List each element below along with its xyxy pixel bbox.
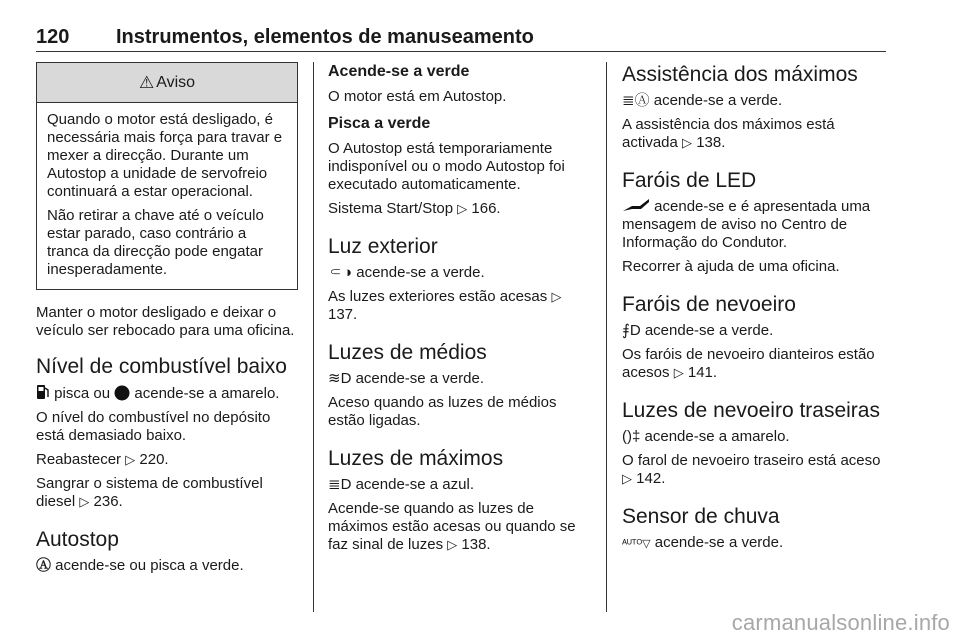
exterior-light-heading: Luz exterior <box>328 235 438 258</box>
column-2 <box>328 62 593 560</box>
low-beam-paragraph: Aceso quando as luzes de médios estão ligadas. <box>328 394 557 429</box>
fog-indicator-line: ⨎D acende-se a verde. <box>622 322 774 339</box>
amber-dot-icon <box>114 385 130 401</box>
front-fog-icon: ⨎D <box>622 322 641 339</box>
autostop-heading: Autostop <box>36 528 119 551</box>
column-1 <box>36 62 300 581</box>
rear-fog-icon: ()‡ <box>622 428 641 445</box>
fuel-pump-icon <box>36 384 50 400</box>
startstop-paragraph: Sistema Start/Stop ▷ 166. <box>328 200 501 217</box>
page-title: Instrumentos, elementos de manuseamento <box>116 26 534 48</box>
led-headlight-icon <box>622 198 650 212</box>
rain-indicator-line: ᴬᵁᵀᴼ▽ acende-se a verde. <box>622 534 784 551</box>
bleed-paragraph: Sangrar o sistema de combustível diesel ▷ 236. <box>36 475 263 510</box>
autostop-icon: Ⓐ <box>36 557 52 574</box>
low-beam-heading: Luzes de médios <box>328 341 487 364</box>
green-blink-heading: Pisca a verde <box>328 115 431 132</box>
exterior-light-icon: ⸦◑ <box>328 264 353 281</box>
warning-title: Aviso <box>156 73 196 91</box>
front-fog-heading: Faróis de nevoeiro <box>622 293 796 316</box>
assist-indicator-line: ≣Ⓐ acende-se a verde. <box>622 92 783 109</box>
refuel-paragraph: Reabastecer ▷ 220. <box>36 451 169 468</box>
green-on-text: O motor está em Autostop. <box>328 88 507 105</box>
page-reference[interactable]: 137. <box>328 306 358 323</box>
ref-arrow-icon: ▷ <box>682 135 693 150</box>
fuel-heading: Nível de combustível baixo <box>36 355 287 378</box>
low-beam-indicator-line: ≋D acende-se a verde. <box>328 370 484 387</box>
high-beam-indicator-line: ≣D acende-se a azul. <box>328 476 474 493</box>
fuel-indicator-line: pisca ou acende-se a amarelo. <box>36 384 300 403</box>
green-on-heading: Acende-se a verde <box>328 63 470 80</box>
rain-sensor-icon: ᴬᵁᵀᴼ▽ <box>622 538 651 550</box>
header-divider <box>36 51 886 52</box>
high-beam-heading: Luzes de máximos <box>328 447 504 470</box>
high-beam-paragraph: Acende-se quando as luzes de máximos estão acesas ou quando se faz sinal de luzes ▷ 138. <box>328 500 576 553</box>
exterior-indicator-line: ⸦◑ acende-se a verde. <box>328 264 485 281</box>
ref-arrow-icon: ▷ <box>447 537 458 552</box>
led-indicator-line: acende-se e é apresentada uma mensagem de aviso no Centro de Informação do Condutor. <box>622 198 871 251</box>
led-paragraph: Recorrer à ajuda de uma oficina. <box>622 258 840 275</box>
page-reference[interactable]: 166. <box>471 200 501 217</box>
page-reference[interactable]: 141. <box>687 364 718 381</box>
ref-arrow-icon: ▷ <box>457 201 468 216</box>
page-number: 120 <box>36 26 70 48</box>
led-heading: Faróis de LED <box>622 169 757 192</box>
page-header <box>36 26 886 52</box>
fog-paragraph: Os faróis de nevoeiro dianteiros estão acesos ▷ 141. <box>622 346 875 381</box>
high-beam-assist-heading: Assistência dos máximos <box>622 63 858 86</box>
low-beam-icon: ≋D <box>328 370 352 387</box>
fuel-paragraph: O nível do combustível no depósito está demasiado baixo. <box>36 409 271 444</box>
column-divider <box>313 62 314 612</box>
tow-paragraph: Manter o motor desligado e deixar o veículo ser rebocado para uma oficina. <box>36 304 295 339</box>
column-3 <box>622 62 888 558</box>
warning-box <box>36 62 298 290</box>
warning-triangle-icon: ⚠ <box>138 72 155 92</box>
ref-arrow-icon: ▷ <box>622 471 632 486</box>
rain-sensor-heading: Sensor de chuva <box>622 505 780 528</box>
rear-fog-paragraph: O farol de nevoeiro traseiro está aceso ▷ 142. <box>622 452 881 487</box>
autostop-indicator-line: Ⓐ acende-se ou pisca a verde. <box>36 557 244 574</box>
page-reference[interactable]: 220. <box>139 451 169 468</box>
green-blink-text: O Autostop está temporariamente indisponível ou o modo Autostop foi executado automaticamente. <box>328 140 565 193</box>
rear-fog-heading: Luzes de nevoeiro traseiras <box>622 399 880 422</box>
high-beam-assist-icon: ≣Ⓐ <box>622 92 650 109</box>
warning-paragraph: Não retirar a chave até o veículo estar parado, caso contrário a tranca da direcção pode engatar inesperadamente. <box>47 207 264 278</box>
warning-paragraph: Quando o motor está desligado, é necessária mais força para travar e mexer a direcção. Durante um Autostop a unidade de servofreio continuará a estar operacional. <box>47 111 283 200</box>
warning-header <box>37 63 297 103</box>
warning-body <box>37 103 297 289</box>
exterior-paragraph: As luzes exteriores estão acesas ▷ 137. <box>328 288 562 323</box>
column-divider <box>606 62 607 612</box>
page-reference[interactable]: 138. <box>461 536 491 553</box>
ref-arrow-icon: ▷ <box>551 289 562 304</box>
watermark: carmanualsonline.info <box>731 610 950 635</box>
rear-fog-indicator-line: ()‡ acende-se a amarelo. <box>622 428 790 445</box>
ref-arrow-icon: ▷ <box>79 494 90 509</box>
page-reference[interactable]: 236. <box>93 493 123 510</box>
assist-paragraph: A assistência dos máximos está activada ▷ 138. <box>622 116 835 151</box>
ref-arrow-icon: ▷ <box>125 452 136 467</box>
ref-arrow-icon: ▷ <box>673 365 684 380</box>
high-beam-icon: ≣D <box>328 476 352 493</box>
page-reference[interactable]: 142. <box>636 470 666 487</box>
page-reference[interactable]: 138. <box>696 134 726 151</box>
